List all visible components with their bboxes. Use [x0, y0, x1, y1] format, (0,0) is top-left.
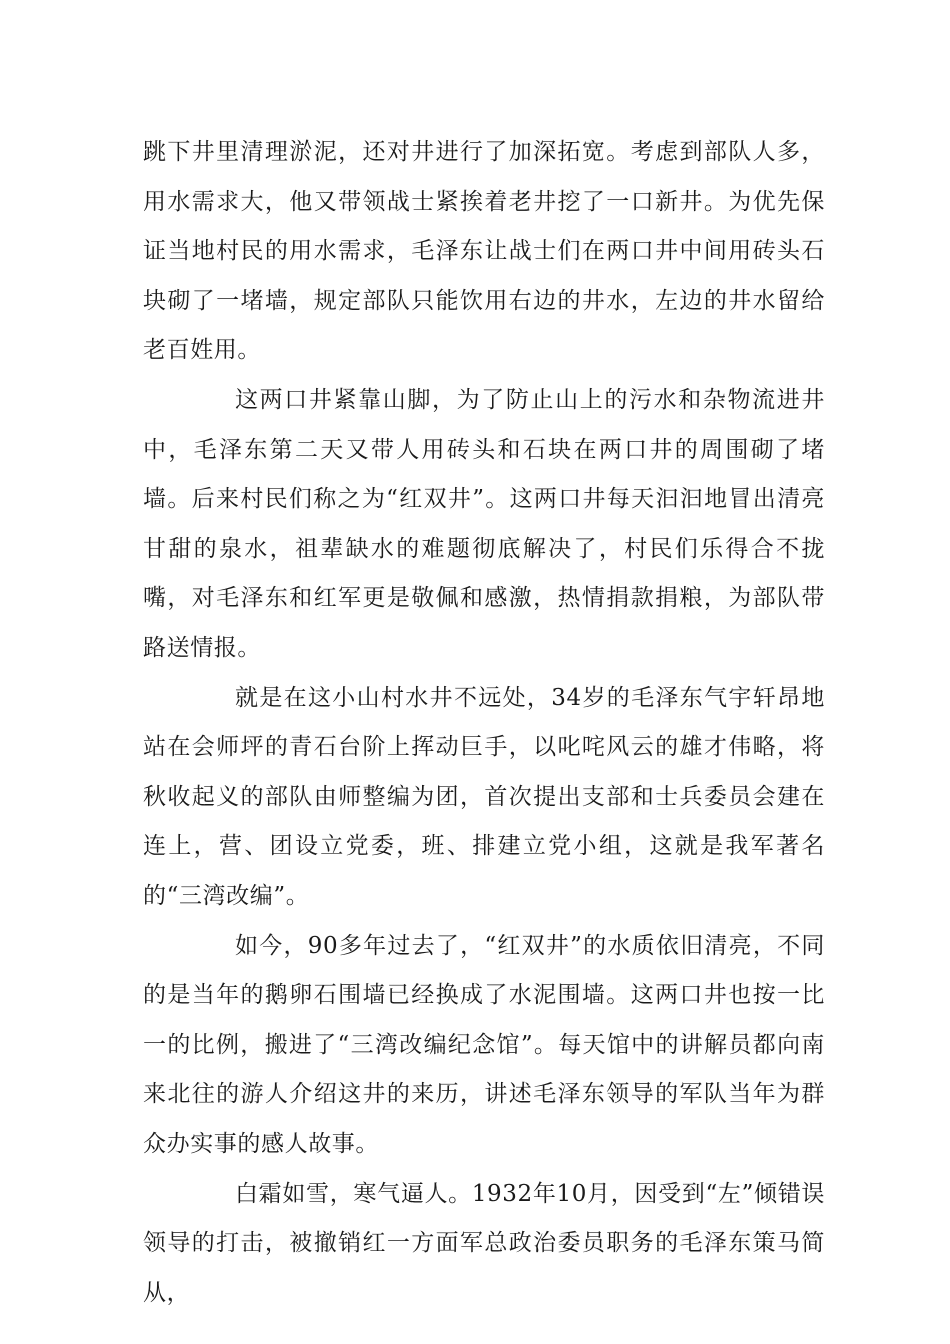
paragraph: 就是在这小山村水井不远处，34岁的毛泽东气宇轩昂地站在会师坪的青石台阶上挥动巨手，以叱咤风云的雄才伟略，将秋收起义的部队由师整编为团，首次提出支部和士兵委员会建在连上，营、团设立党委，班、排建立党小组，这就是我军著名的“三湾改编”。 — [143, 684, 825, 909]
paragraph: 如今，90多年过去了，“红双井”的水质依旧清亮，不同的是当年的鹅卵石围墙已经换成了水泥围墙。这两口井也按一比一的比例，搬进了“三湾改编纪念馆”。每天馆中的讲解员都向南来北往的游人介绍这井的来历，讲述毛泽东领导的军队当年为群众办实事的感人故事。 — [143, 932, 825, 1157]
paragraph-continuation-block — [143, 128, 825, 376]
paragraph: 跳下井里清理淤泥，还对井进行了加深拓宽。考虑到部队人多，用水需求大，他又带领战士紧挨着老井挖了一口新井。为优先保证当地村民的用水需求，毛泽东让战士们在两口井中间用砖头石块砌了一堵墙，规定部队只能饮用右边的井水，左边的井水留给老百姓用。 — [143, 139, 825, 364]
paragraph: 这两口井紧靠山脚，为了防止山上的污水和杂物流进井中，毛泽东第二天又带人用砖头和石块在两口井的周围砌了堵墙。后来村民们称之为“红双井”。这两口井每天汩汩地冒出清亮甘甜的泉水，祖辈缺水的难题彻底解决了，村民们乐得合不拢嘴，对毛泽东和红军更是敬佩和感激，热情捐款捐粮，为部队带路送情报。 — [143, 387, 825, 661]
paragraph-block — [143, 376, 825, 1318]
paragraph: 白霜如雪，寒气逼人。1932年10月，因受到“左”倾错误领导的打击，被撤销红一方面军总政治委员职务的毛泽东策马简从， — [143, 1180, 825, 1306]
